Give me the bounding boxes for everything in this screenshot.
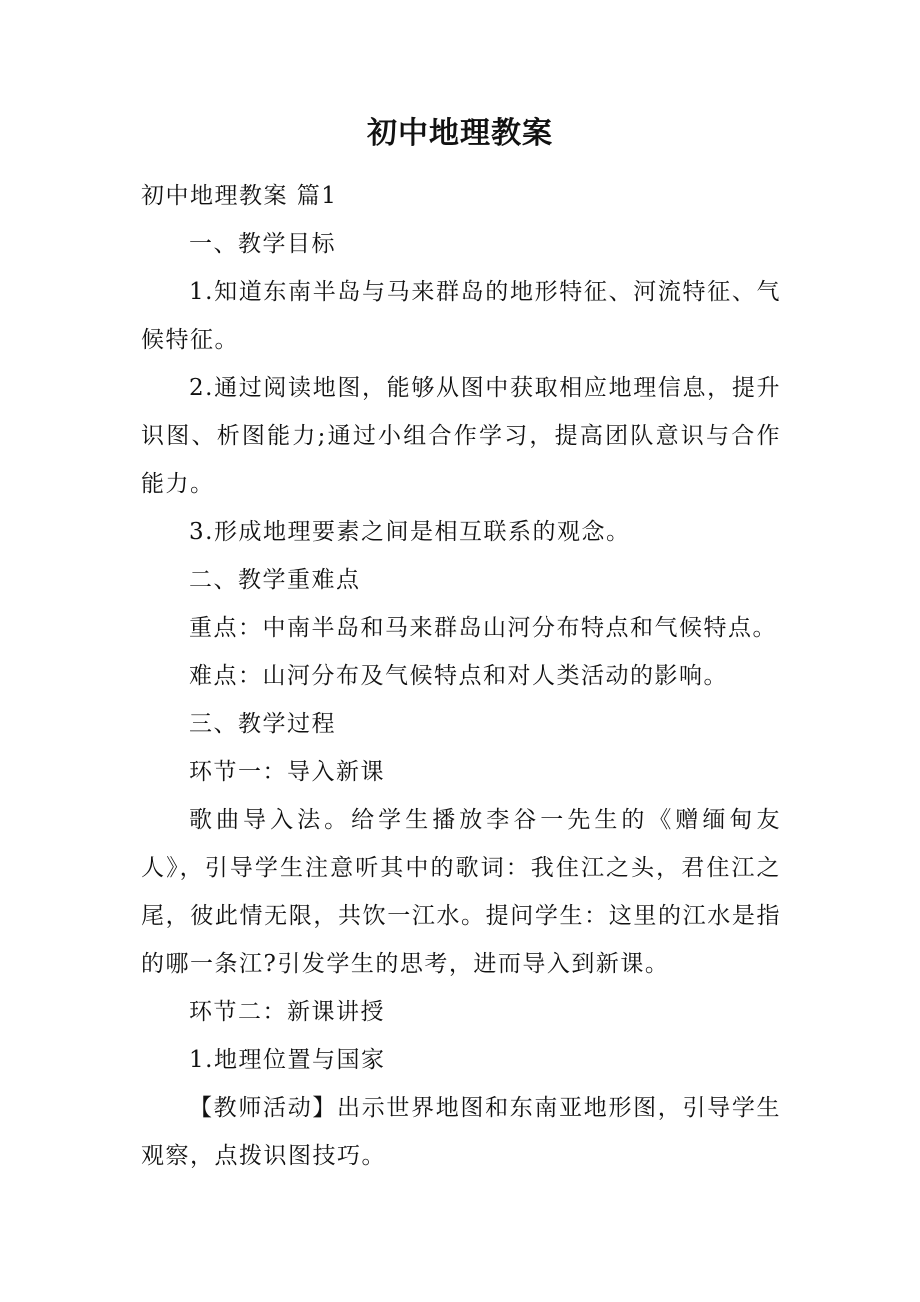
paragraph-11: 环节二：新课讲授 (189, 999, 385, 1025)
paragraph-4: 3.形成地理要素之间是相互联系的观念。 (189, 519, 631, 545)
paragraph-3: 2.通过阅读地图，能够从图中获取相应地理信息，提升识图、析图能力;通过小组合作学习，提高团队意识与合作能力。 (141, 375, 781, 497)
paragraph-13: 【教师活动】出示世界地图和东南亚地形图，引导学生观察，点拨识图技巧。 (141, 1095, 781, 1169)
document-title: 初中地理教案 (367, 116, 553, 151)
paragraph-1: 一、教学目标 (189, 231, 336, 257)
document-body (141, 172, 781, 1180)
paragraph-12: 1.地理位置与国家 (189, 1047, 386, 1073)
paragraph-5: 二、教学重难点 (189, 567, 361, 593)
paragraph-7: 难点：山河分布及气候特点和对人类活动的影响。 (189, 663, 728, 689)
paragraph-8: 三、教学过程 (189, 711, 336, 737)
paragraph-6: 重点：中南半岛和马来群岛山河分布特点和气候特点。 (189, 615, 777, 641)
paragraph-10: 歌曲导入法。给学生播放李谷一先生的《赠缅甸友人》，引导学生注意听其中的歌词：我住江之头，君住江之尾，彼此情无限，共饮一江水。提问学生：这里的江水是指的哪一条江?引发学生的思考，进而导入到新课。 (141, 807, 781, 977)
paragraph-2: 1.知道东南半岛与马来群岛的地形特征、河流特征、气候特征。 (141, 279, 781, 353)
paragraph-9: 环节一：导入新课 (189, 759, 385, 785)
section-subtitle: 初中地理教案 篇1 (141, 183, 338, 209)
